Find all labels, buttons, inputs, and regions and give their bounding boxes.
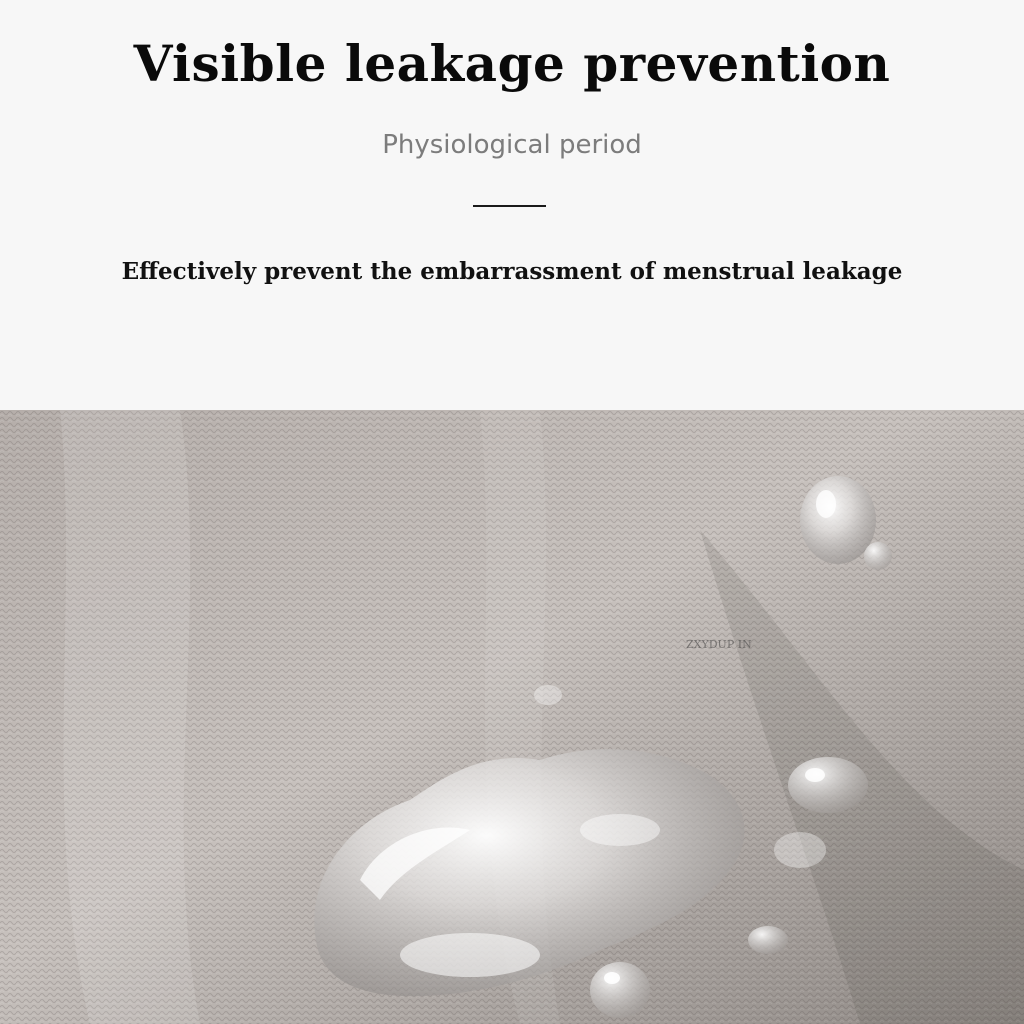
- subtitle: Physiological period: [382, 130, 642, 160]
- watermark: ZXYDUP IN: [686, 638, 752, 651]
- water-droplet: [788, 757, 868, 813]
- water-droplet-top: [800, 476, 876, 564]
- fabric-water-illustration: [0, 410, 1024, 1024]
- page-title: Visible leakage prevention: [133, 34, 891, 93]
- divider: [473, 205, 546, 207]
- fabric-photo: [0, 410, 1024, 1024]
- header-section: [0, 0, 1024, 410]
- description-text: Effectively prevent the embarrassment of menstrual leakage: [121, 258, 903, 285]
